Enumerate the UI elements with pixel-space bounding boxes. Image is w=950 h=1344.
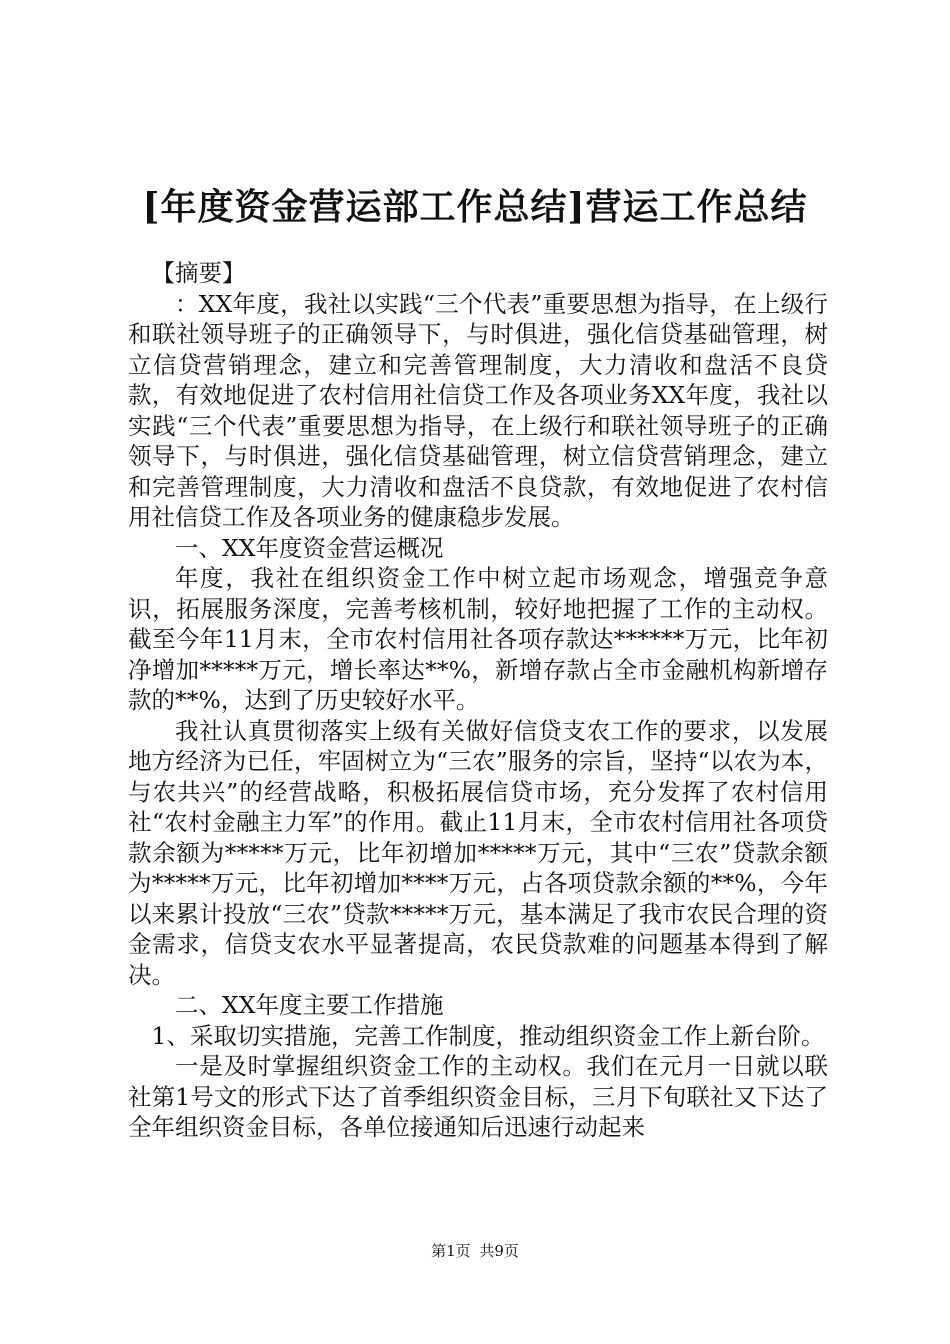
section-heading-measures: 二、XX年度主要工作措施 xyxy=(175,991,444,1019)
page-number: 第1页 xyxy=(431,1242,471,1260)
document-title: [年度资金营运部工作总结]营运工作总结 xyxy=(142,186,808,228)
paragraph-initiative: 一是及时掌握组织资金工作的主动权。我们在元月一日就以联社第1号文的形式下达了首季组织资金目标，三月下旬联社又下达了全年组织资金目标，各单位接通知后迅速行动起来 xyxy=(128,1052,828,1141)
document-body xyxy=(128,258,828,1143)
abstract-paragraph: ：XX年度，我社以实践“三个代表”重要思想为指导，在上级行和联社领导班子的正确领导下，与时俱进，强化信贷基础管理，树立信贷营销理念，建立和完善管理制度，大力清收和盘活不良贷款，有效地促进了农村信用社信贷工作及各项业务XX年度，我社以实践“三个代表”重要思想为指导，在上级行和联社领导班子的正确领导下，与时俱进，强化信贷基础管理，树立信贷营销理念，建立和完善管理制度，大力清收和盘活不良贷款，有效地促进了农村信用社信贷工作及各项业务的健康稳步发展。 xyxy=(128,289,828,531)
subsection-heading-1: 1、采取切实措施，完善工作制度，推动组织资金工作上新台阶。 xyxy=(151,1021,825,1050)
paragraph-loans: 我社认真贯彻落实上级有关做好信贷支农工作的要求，以发展地方经济为已任，牢固树立为“三农”服务的宗旨，坚持“以农为本，与农共兴”的经营战略，积极拓展信贷市场，充分发挥了农村信用社“农村金融主力军”的作用。截止11月末，全市农村信用社各项贷款余额为*****万元，比年初增加*****万元，其中“三农”贷款余额为*****万元，比年初增加****万元，占各项贷款余额的**%，今年以来累计投放“三农”贷款*****万元，基本满足了我市农民合理的资金需求，信贷支农水平显著提高，农民贷款难的问题基本得到了解决。 xyxy=(128,716,828,989)
abstract-heading: 【摘要】 xyxy=(151,259,246,287)
page-total: 共9页 xyxy=(479,1242,519,1260)
paragraph-deposits: 年度，我社在组织资金工作中树立起市场观念，增强竞争意识，拓展服务深度，完善考核机制，较好地把握了工作的主动权。截至今年11月末，全市农村信用社各项存款达******万元，比年初净增加*****万元，增长率达**%，新增存款占全市金融机构新增存款的**%，达到了历史较好水平。 xyxy=(128,564,828,714)
page-footer xyxy=(0,1240,950,1262)
section-heading-overview: 一、XX年度资金营运概况 xyxy=(175,533,444,562)
